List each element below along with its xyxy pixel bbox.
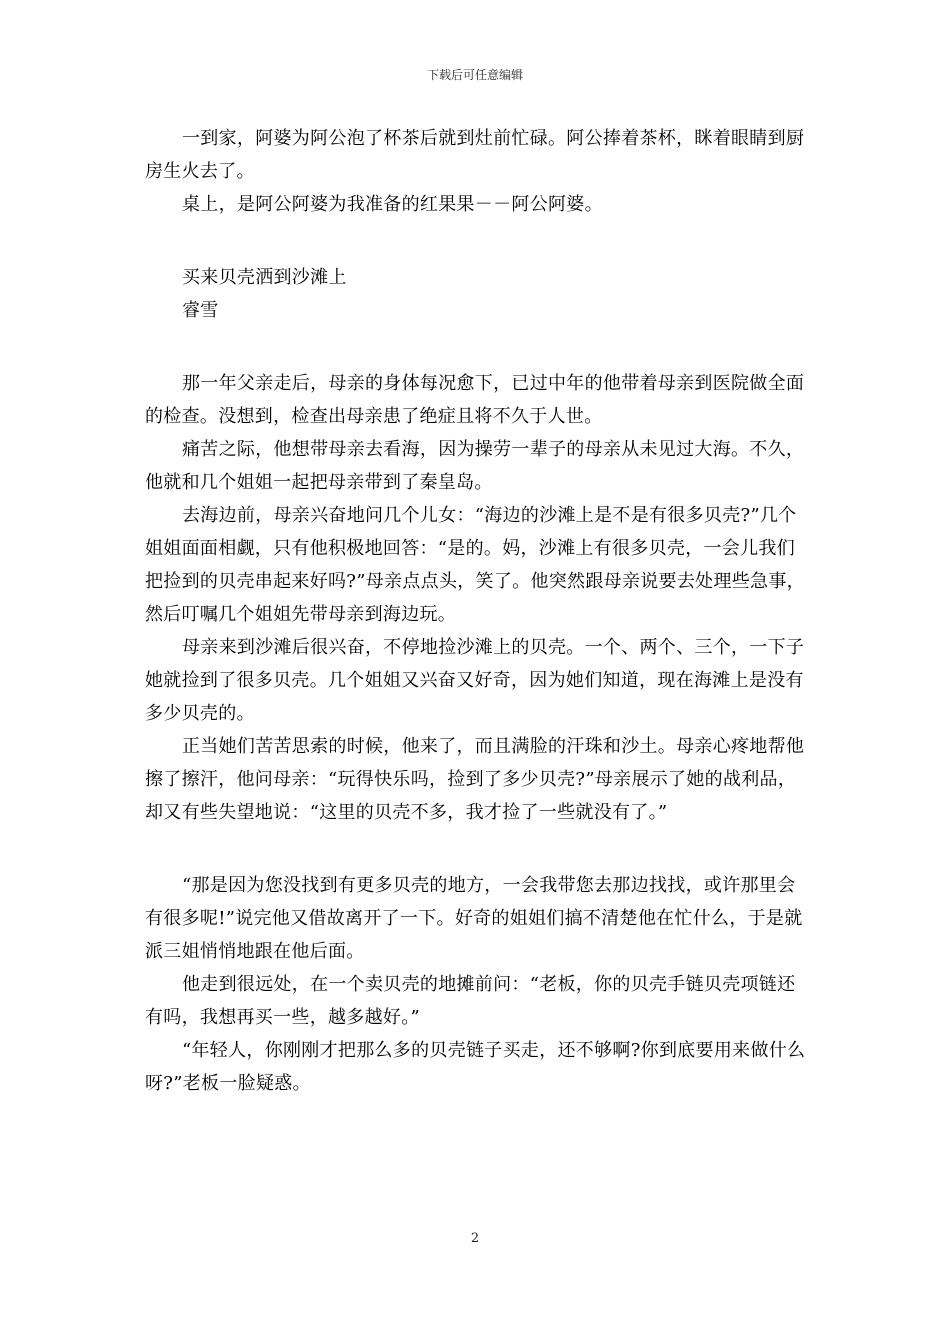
paragraph: “那是因为您没找到有更多贝壳的地方，一会我带您去那边找找，或许那里会有很多呢!”说完他又借故离开了一下。好奇的姐姐们搞不清楚他在忙什么，于是就派三姐悄悄地跟在他后面。: [145, 875, 803, 962]
paragraph: “年轻人，你刚刚才把那么多的贝壳链子买走，还不够啊?你到底要用来做什么呀?”老板一脸疑惑。: [145, 1040, 806, 1094]
document-body: [145, 122, 807, 1100]
paragraph: 那一年父亲走后，母亲的身体每况愈下，已过中年的他带着母亲到医院做全面的检查。没想到，检查出母亲患了绝症且将不久于人世。: [145, 373, 805, 427]
paragraph: 一到家，阿婆为阿公泡了杯茶后就到灶前忙碌。阿公捧着茶杯，眯着眼睛到厨房生火去了。: [145, 128, 805, 182]
paragraph: 母亲来到沙滩后很兴奋，不停地捡沙滩上的贝壳。一个、两个、三个，一下子她就捡到了很多贝壳。几个姐姐又兴奋又好奇，因为她们知道，现在海滩上是没有多少贝壳的。: [145, 637, 805, 724]
paragraph: 去海边前，母亲兴奋地问几个儿女：“海边的沙滩上是不是有很多贝壳?”几个姐姐面面相觑，只有他积极地回答：“是的。妈，沙滩上有很多贝壳，一会儿我们把捡到的贝壳串起来好吗?”母亲点点头，笑了。他突然跟母亲说要去处理些急事，然后叮嘱几个姐姐先带母亲到海边玩。: [145, 505, 805, 625]
article-title: 买来贝壳洒到沙滩上: [182, 267, 347, 288]
spacer: [145, 327, 807, 367]
paragraph: 痛苦之际，他想带母亲去看海，因为操劳一辈子的母亲从未见过大海。不久，他就和几个姐姐一起把母亲带到了秦皇岛。: [145, 439, 805, 493]
page-header: 下载后可任意编辑: [426, 68, 523, 82]
paragraph: 桌上，是阿公阿婆为我准备的红果果－－阿公阿婆。: [182, 194, 603, 215]
spacer: [145, 829, 807, 869]
article-author: 睿雪: [182, 300, 219, 321]
paragraph: 正当她们苦苦思索的时候，他来了，而且满脸的汗珠和沙土。母亲心疼地帮他擦了擦汗，他问母亲：“玩得快乐吗，捡到了多少贝壳?”母亲展示了她的战利品，却又有些失望地说：“这里的贝壳不多，我才捡了一些就没有了。”: [145, 736, 805, 823]
spacer: [145, 221, 807, 261]
paragraph: 他走到很远处，在一个卖贝壳的地摊前问：“老板，你的贝壳手链贝壳项链还有吗，我想再买一些，越多越好。”: [145, 974, 796, 1028]
page-number: 2: [470, 1231, 480, 1246]
